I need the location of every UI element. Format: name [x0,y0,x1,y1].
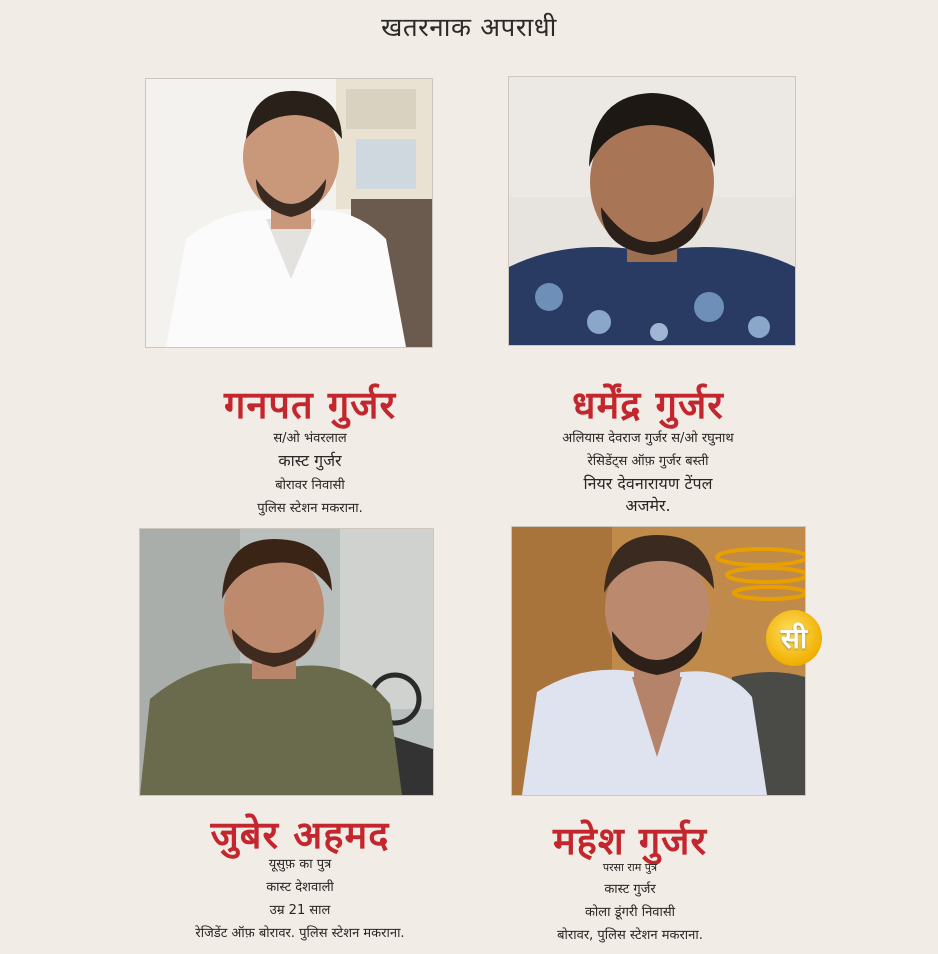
photo-dharmendra-gurjar [508,76,796,346]
channel-logo-badge: सी [766,610,822,666]
photo-zuber-ahmad [139,528,434,796]
person-details [480,862,780,942]
detail-line: कास्ट देशवाली [266,880,334,895]
detail-line: स/ओ भंवरलाल [273,431,347,446]
detail-line: यूसुफ़ का पुत्र [268,857,332,872]
detail-line: कोला डूंगरी निवासी [584,905,676,920]
detail-line: परसा राम पुत्र [602,861,658,874]
detail-line: रेसिडेंट्स ऑफ़ गुर्जर बस्ती [587,454,709,469]
detail-line: कास्ट गुर्जर [604,882,656,897]
person-details [488,430,808,514]
detail-line: पुलिस स्टेशन मकराना. [257,501,363,516]
detail-line: उम्र 21 साल [269,903,331,918]
detail-line: कास्ट गुर्जर [278,451,342,470]
detail-line: अलियास देवराज गुर्जर स/ओ रघुनाथ [562,431,734,446]
poster-heading: खतरनाक अपराधी [381,13,557,43]
person-name: जुबेर अहमद [210,813,390,857]
person-name: धर्मेंद्र गुर्जर [572,383,724,427]
person-name: गनपत गुर्जर [223,383,397,427]
detail-line: नियर देवनारायण टेंपल [583,474,713,493]
person-details [150,858,450,940]
detail-line: बोरावर निवासी [275,478,345,493]
detail-line: बोरावर, पुलिस स्टेशन मकराना. [557,928,703,943]
detail-line: अजमेर. [625,496,671,515]
detail-line: रेजिडेंट ऑफ़ बोरावर. पुलिस स्टेशन मकराना. [195,926,405,941]
photo-mahesh-gurjar [511,526,806,796]
photo-ganpat-gurjar [145,78,433,348]
person-details [160,430,460,515]
person-name: महेश गुर्जर [552,819,708,863]
